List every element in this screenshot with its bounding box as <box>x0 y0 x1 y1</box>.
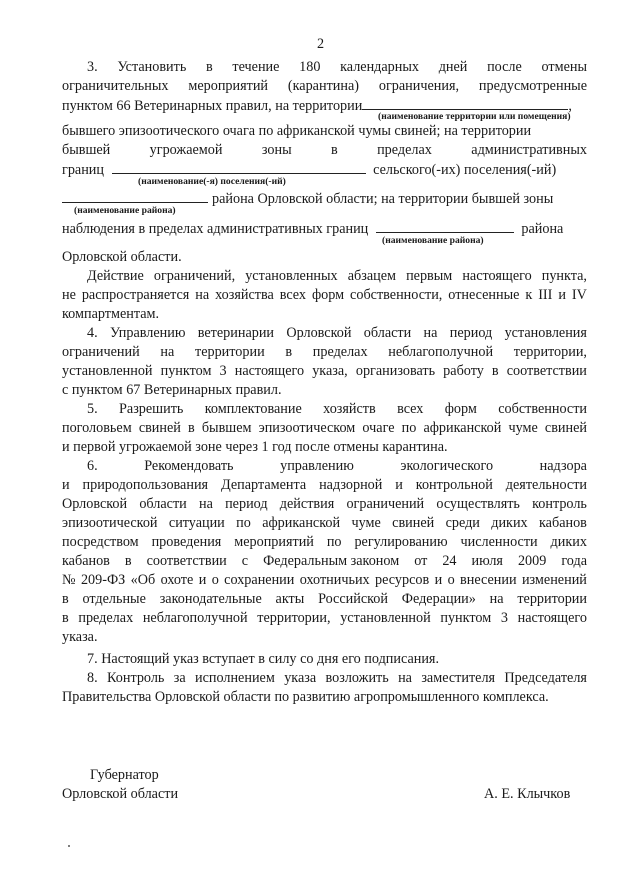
word: указа <box>284 670 317 686</box>
word: о <box>211 572 219 588</box>
word: 8. <box>87 670 98 686</box>
word: очаге <box>362 420 395 436</box>
word: на <box>489 591 504 607</box>
district-blank-1 <box>62 189 208 203</box>
word: по <box>326 534 342 550</box>
word: Рекомендовать <box>144 458 234 474</box>
word: в <box>188 420 195 436</box>
item3-line-3-text: пунктом 66 Ветеринарных правил, на территории <box>62 98 363 114</box>
word: установленной <box>340 610 431 626</box>
word: свиней <box>392 515 435 531</box>
word: поголовьем <box>62 420 132 436</box>
word: Разрешить <box>119 401 184 417</box>
word: работу <box>443 363 484 379</box>
word: чуме <box>508 420 538 436</box>
word: территории <box>195 344 265 360</box>
word: по <box>401 420 417 436</box>
action-line-2 <box>62 286 587 304</box>
caption-territory: (наименование территории или помещения) <box>378 111 571 122</box>
word: ресурсов <box>375 572 430 588</box>
word: на <box>195 287 210 303</box>
item3-line-4: бывшего эпизоотического очага по африканской чумы свиней; на территории <box>62 123 532 139</box>
word: ветеринарии <box>197 325 275 341</box>
word: административных <box>471 142 587 158</box>
item6-line-10: указа. <box>62 629 98 645</box>
word: в <box>62 610 69 626</box>
word: период <box>449 325 493 341</box>
word: ограничений <box>62 344 140 360</box>
word: территории, <box>513 344 587 360</box>
item5-line-3: и первой угрожаемой зоне через 1 год после отмены карантина. <box>62 439 448 455</box>
word: и <box>198 572 207 588</box>
word: неблагополучной <box>388 344 494 360</box>
item6-line-1 <box>87 457 587 475</box>
word: посредством <box>62 534 139 550</box>
word: Российской <box>318 591 388 607</box>
word: всех <box>397 401 424 417</box>
word: июля <box>471 553 503 569</box>
word: внесении <box>460 572 517 588</box>
word: угрожаемой <box>149 142 223 158</box>
word: изменений <box>521 572 587 588</box>
word: зоны <box>261 142 292 158</box>
word: соответствии <box>146 553 227 569</box>
word: неблагополучной <box>142 610 248 626</box>
word: (карантина) <box>287 78 359 94</box>
word: 3 <box>219 363 227 379</box>
word: в <box>491 363 499 379</box>
word: Контроль <box>107 670 165 686</box>
action-line-3: компартментам. <box>62 306 160 322</box>
word: в <box>124 553 132 569</box>
word: и <box>395 477 403 493</box>
word: ограничений <box>346 496 425 512</box>
signature-title-line-1: Губернатор <box>90 767 159 783</box>
item8-line-2: Правительства Орловской области по развитию агропромышленного комплекса. <box>62 689 549 705</box>
word: года <box>561 553 587 569</box>
word: в <box>285 344 293 360</box>
word: сохранении <box>224 572 295 588</box>
word: возложить <box>325 670 389 686</box>
word: Действие <box>87 268 144 284</box>
word: настоящего <box>234 363 305 379</box>
word: охотничьих <box>299 572 370 588</box>
word: 6. <box>87 458 98 474</box>
item6-line-5 <box>62 533 587 551</box>
word: Департамента <box>221 477 307 493</box>
word: хозяйств <box>323 401 376 417</box>
word: африканской <box>262 515 341 531</box>
word: среди <box>445 515 480 531</box>
word: форм <box>311 287 345 303</box>
word: 3. <box>87 59 98 75</box>
item3-line-5 <box>62 141 587 159</box>
word: диких <box>491 515 528 531</box>
word: установления <box>504 325 587 341</box>
word: за <box>173 670 186 686</box>
word: мероприятий <box>234 534 314 550</box>
caption-district-2: (наименование района) <box>382 235 484 246</box>
page-number: 2 <box>317 36 325 52</box>
word: IV <box>571 287 587 303</box>
word: надзора <box>539 458 587 474</box>
item8-line-1 <box>87 669 587 687</box>
word: на <box>160 344 175 360</box>
word: к <box>525 287 533 303</box>
word: «Об <box>130 572 156 588</box>
word: отмены <box>541 59 587 75</box>
item6-line-4 <box>62 514 587 532</box>
item4-line-4: с пунктом 67 Ветеринарных правил. <box>62 382 282 398</box>
item4-line-1 <box>87 324 587 342</box>
word: на <box>423 325 438 341</box>
word: установленных <box>245 268 338 284</box>
word: в <box>205 59 213 75</box>
word: 180 <box>299 59 321 75</box>
word: африканской <box>423 420 502 436</box>
item3-line-2 <box>62 77 587 95</box>
word: собственности, <box>350 287 443 303</box>
word: области <box>139 496 187 512</box>
word: управлению <box>280 458 354 474</box>
word: всех <box>279 287 307 303</box>
word: кабанов <box>62 553 110 569</box>
word: с <box>241 553 249 569</box>
item6-line-9 <box>62 609 587 627</box>
word: собственности <box>498 401 587 417</box>
word: свиней <box>544 420 587 436</box>
word: форм <box>444 401 477 417</box>
word: заместителя <box>421 670 496 686</box>
word: бывшем <box>201 420 252 436</box>
word: осуществлять <box>436 496 520 512</box>
item7-line: 7. Настоящий указ вступает в силу со дня его подписания. <box>87 651 440 667</box>
word: отнесенные <box>448 287 520 303</box>
word: установленной <box>62 363 153 379</box>
word: пределах <box>78 610 134 626</box>
word: комплектование <box>204 401 302 417</box>
word: диких <box>550 534 587 550</box>
word: и <box>434 572 443 588</box>
word: Федерации» <box>401 591 476 607</box>
word: территории <box>517 591 587 607</box>
word: соответствии <box>506 363 587 379</box>
word: ограничения, <box>378 78 460 94</box>
item3-line-8 <box>62 219 563 238</box>
word: после <box>487 59 522 75</box>
word: Орловской <box>62 496 128 512</box>
territory-blank <box>362 96 568 110</box>
item4-line-3 <box>62 362 587 380</box>
action-line-1 <box>87 267 587 285</box>
word: регулированию <box>354 534 448 550</box>
word: надзорной <box>319 477 383 493</box>
word: и <box>558 287 566 303</box>
word: предусмотренные <box>478 78 587 94</box>
caption-settlement: (наименование(-я) поселения(-ий) <box>138 176 286 187</box>
word: организовать <box>355 363 436 379</box>
item3-line-6 <box>62 160 556 179</box>
word: 4. <box>87 325 98 341</box>
word: деятельности <box>505 477 587 493</box>
word: отдельные <box>82 591 146 607</box>
word: в <box>62 591 69 607</box>
word: и <box>62 477 70 493</box>
item3-line-7-text: района Орловской области; на территории бывшей зоны <box>212 191 554 207</box>
word: чуме <box>351 515 381 531</box>
word: по <box>236 515 251 531</box>
item3-line-3-comma: , <box>568 98 572 114</box>
word: первым <box>406 268 453 284</box>
word: Орловской <box>286 325 352 341</box>
caption-district-1: (наименование района) <box>74 205 176 216</box>
word: ситуации <box>168 515 225 531</box>
word: 3 <box>500 610 508 626</box>
item3-line-8-a: наблюдения в пределах административных границ <box>62 221 369 237</box>
item6-line-2 <box>62 476 587 494</box>
signature-title-line-2: Орловской области <box>62 786 179 802</box>
word: контрольной <box>415 477 493 493</box>
item6-line-8 <box>62 590 587 608</box>
item6-line-3 <box>62 495 587 513</box>
word: территории, <box>257 610 331 626</box>
word: настоящего <box>462 268 532 284</box>
word: дней <box>438 59 468 75</box>
item3-line-6-b: сельского(-их) поселения(-ий) <box>373 162 557 178</box>
word: кабанов <box>539 515 587 531</box>
item3-line-1 <box>87 58 587 76</box>
word: настоящего <box>517 610 587 626</box>
word: 209-ФЗ <box>80 572 126 588</box>
word: хозяйства <box>215 287 274 303</box>
word: Управлению <box>109 325 186 341</box>
word: свиней <box>138 420 181 436</box>
item3-line-9: Орловской области. <box>62 249 182 265</box>
item3-line-6-a: границ <box>62 162 104 178</box>
word: не <box>62 287 76 303</box>
word: пунктом <box>440 610 492 626</box>
word: III <box>538 287 553 303</box>
word: период <box>225 496 268 512</box>
word: контроль <box>532 496 587 512</box>
word: 2009 <box>517 553 547 569</box>
word: численности <box>460 534 538 550</box>
word: абзацем <box>347 268 397 284</box>
word: экологического <box>400 458 494 474</box>
word: природопользования <box>82 477 209 493</box>
word: пределах <box>312 344 368 360</box>
word: Федеральным законом <box>263 553 400 569</box>
word: действия <box>279 496 335 512</box>
word: ограничительных <box>62 78 169 94</box>
word: в <box>331 142 338 158</box>
district-blank-2 <box>376 219 514 233</box>
word: Председателя <box>504 670 587 686</box>
item5-line-2 <box>62 419 587 437</box>
word: бывшей <box>62 142 111 158</box>
word: охоте <box>160 572 194 588</box>
item5-line-1 <box>87 400 587 418</box>
signature-name: А. Е. Клычков <box>484 786 571 802</box>
word: ограничений, <box>153 268 236 284</box>
word: от <box>414 553 428 569</box>
word: исполнением <box>195 670 275 686</box>
word: календарных <box>340 59 419 75</box>
word: распространяется <box>81 287 190 303</box>
scan-speck <box>68 845 70 847</box>
word: проведения <box>151 534 222 550</box>
word: законодательные <box>159 591 262 607</box>
word: пунктом <box>160 363 212 379</box>
word: о <box>447 572 455 588</box>
word: течение <box>232 59 280 75</box>
word: мероприятий <box>188 78 269 94</box>
word: эпизоотической <box>62 515 158 531</box>
item4-line-2 <box>62 343 587 361</box>
word: эпизоотическом <box>258 420 356 436</box>
word: на <box>398 670 412 686</box>
word: пределах <box>377 142 432 158</box>
word: 24 <box>442 553 457 569</box>
word: 5. <box>87 401 98 417</box>
item3-line-8-b: района <box>521 221 564 237</box>
word: области <box>363 325 412 341</box>
word: указа, <box>312 363 348 379</box>
word: акты <box>275 591 305 607</box>
word: пункта, <box>541 268 587 284</box>
item6-line-6 <box>62 552 587 570</box>
word: № <box>62 572 76 588</box>
word: на <box>198 496 213 512</box>
word: Установить <box>117 59 187 75</box>
item6-line-7 <box>62 571 587 589</box>
settlement-blank <box>112 160 366 174</box>
